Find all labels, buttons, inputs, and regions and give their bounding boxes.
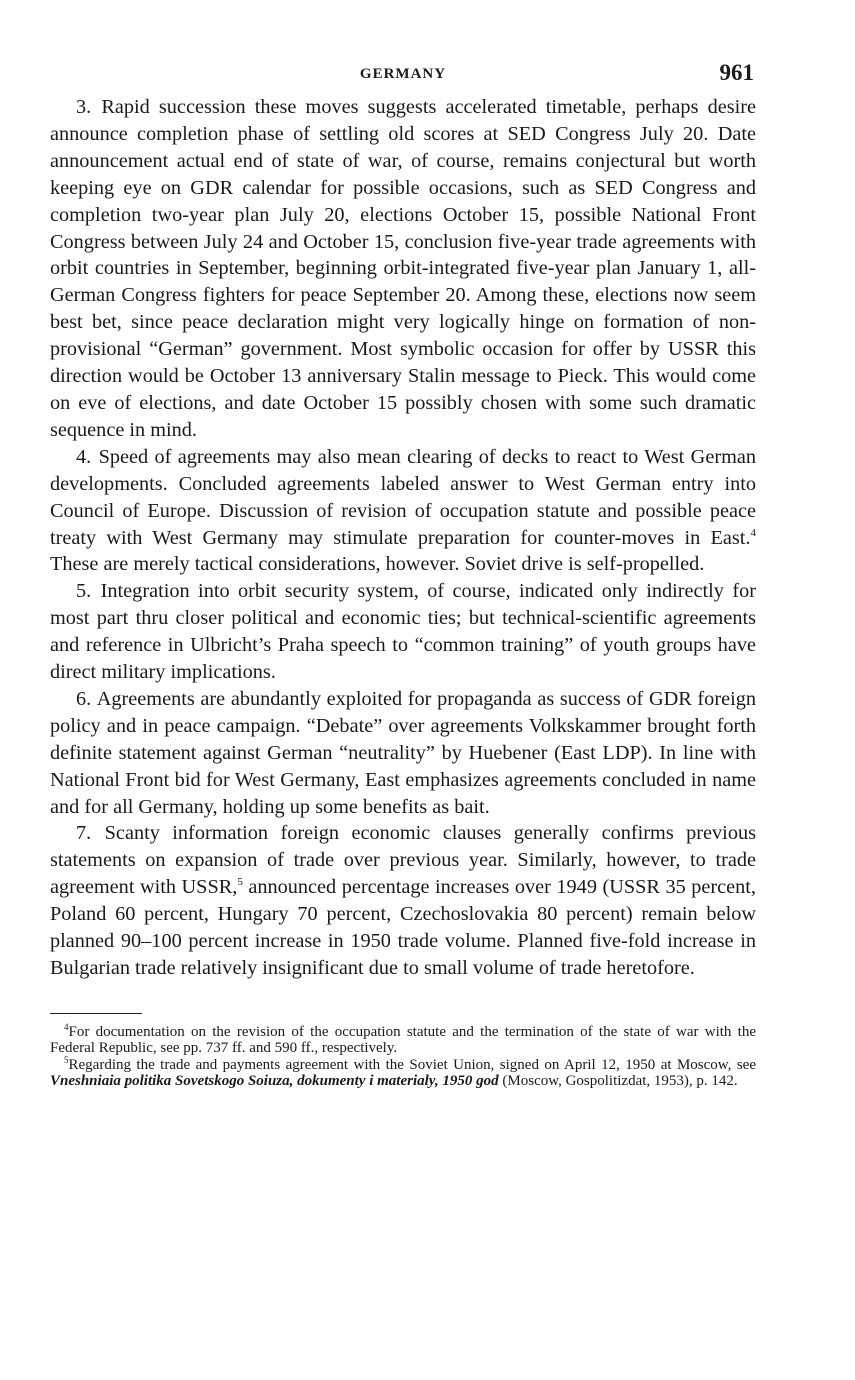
- paragraph-5: [50, 578, 756, 686]
- paragraph-number: 6.: [76, 687, 92, 710]
- paragraph-6: [50, 686, 756, 821]
- document-page: [50, 60, 756, 1090]
- page-number: 961: [719, 60, 754, 85]
- paragraph-number: 3.: [76, 96, 92, 118]
- footnote-divider: [50, 1013, 142, 1014]
- paragraph-text: These are merely tactical considerations, however. Soviet drive is self-propelled.: [50, 553, 705, 576]
- footnote-marker: 5: [64, 1054, 69, 1065]
- paragraph-4: [50, 444, 756, 579]
- footnote-5: [50, 1054, 756, 1090]
- paragraph-number: 4.: [76, 445, 92, 468]
- footnote-marker: 4: [64, 1021, 69, 1032]
- paragraph-text: Speed of agreements may also mean clearing of decks to react to West German developments. Concluded agreements labeled answer to West German entry into Council of Europe. Discussion of revision of occupation statute and possible peace treaty with West Germany may stimulate preparation for counter-moves in East.: [50, 445, 756, 549]
- paragraph-number: 7.: [76, 822, 92, 845]
- footnote-reference[interactable]: 4: [750, 526, 756, 539]
- footnote-text: For documentation on the revision of the occupation statute and the termination of the state of war with the Federal Republic, see pp. 737 ff. and 590 ff., respectively.: [50, 1023, 756, 1057]
- paragraph-number: 5.: [76, 580, 92, 603]
- paragraph-text: Scanty information foreign economic clauses generally confirms previous statements on expansion of trade over previous year. Similarly, however, to trade agreement with USSR,: [50, 822, 756, 899]
- paragraph-3: [50, 94, 756, 444]
- footnote-source-title: Vneshniaia politika Sovetskogo Soiuza, dokumenty i materialy, 1950 god: [50, 1073, 499, 1090]
- paragraph-text: announced percentage increases over 1949 (USSR 35 percent, Poland 60 percent, Hungary 70 percent, Czechoslovakia 80 percent) remain below planned 90–100 percent increase in 1950 trade volume. Planned five-fold increase in Bulgarian trade relatively insignificant due to small volume of trade heretofore.: [50, 876, 756, 979]
- running-head: GERMANY: [359, 66, 447, 82]
- footnote-4: [50, 1021, 756, 1057]
- footnote-reference[interactable]: 5: [237, 876, 243, 889]
- paragraph-7: [50, 820, 756, 981]
- paragraph-text: Agreements are abundantly exploited for propaganda as success of GDR foreign policy and in peace campaign. “Debate” over agreements Volkskammer brought forth definite statement against German “neutrality” by Huebener (East LDP). In line with National Front bid for West Germany, East emphasizes agreements concluded in name and for all Germany, holding up some benefits as bait.: [50, 687, 756, 818]
- footnote-text: (Moscow, Gospolitizdat, 1953), p. 142.: [498, 1073, 738, 1090]
- footnote-text: Regarding the trade and payments agreement with the Soviet Union, signed on April 12, 1950 at Moscow, see: [68, 1056, 756, 1073]
- page-header: [50, 60, 756, 94]
- paragraph-text: Rapid succession these moves suggests accelerated timetable, perhaps desire announce completion phase of settling old scores at SED Congress July 20. Date announcement actual end of state of war, of course, remains conjectural but worth keeping eye on GDR calendar for possible occasions, such as SED Congress and completion two-year plan July 20, elections October 15, possible National Front Congress between July 24 and October 15, conclusion five-year trade agreements with orbit countries in September, beginning orbit-integrated five-year plan January 1, all-German Congress fighters for peace September 20. Among these, elections now seem best bet, since peace declaration might very logically hinge on formation of non-provisional “German” government. Most symbolic occasion for offer by USSR this direction would be October 13 anniversary Stalin message to Pieck. This would come on eve of elections, and date October 15 possibly chosen with some such dramatic sequence in mind.: [50, 96, 757, 441]
- paragraph-text: Integration into orbit security system, of course, indicated only indirectly for most part thru closer political and economic ties; but technical-scientific agreements and reference in Ulbricht’s Praha speech to “common training” of youth groups have direct military implications.: [50, 580, 757, 684]
